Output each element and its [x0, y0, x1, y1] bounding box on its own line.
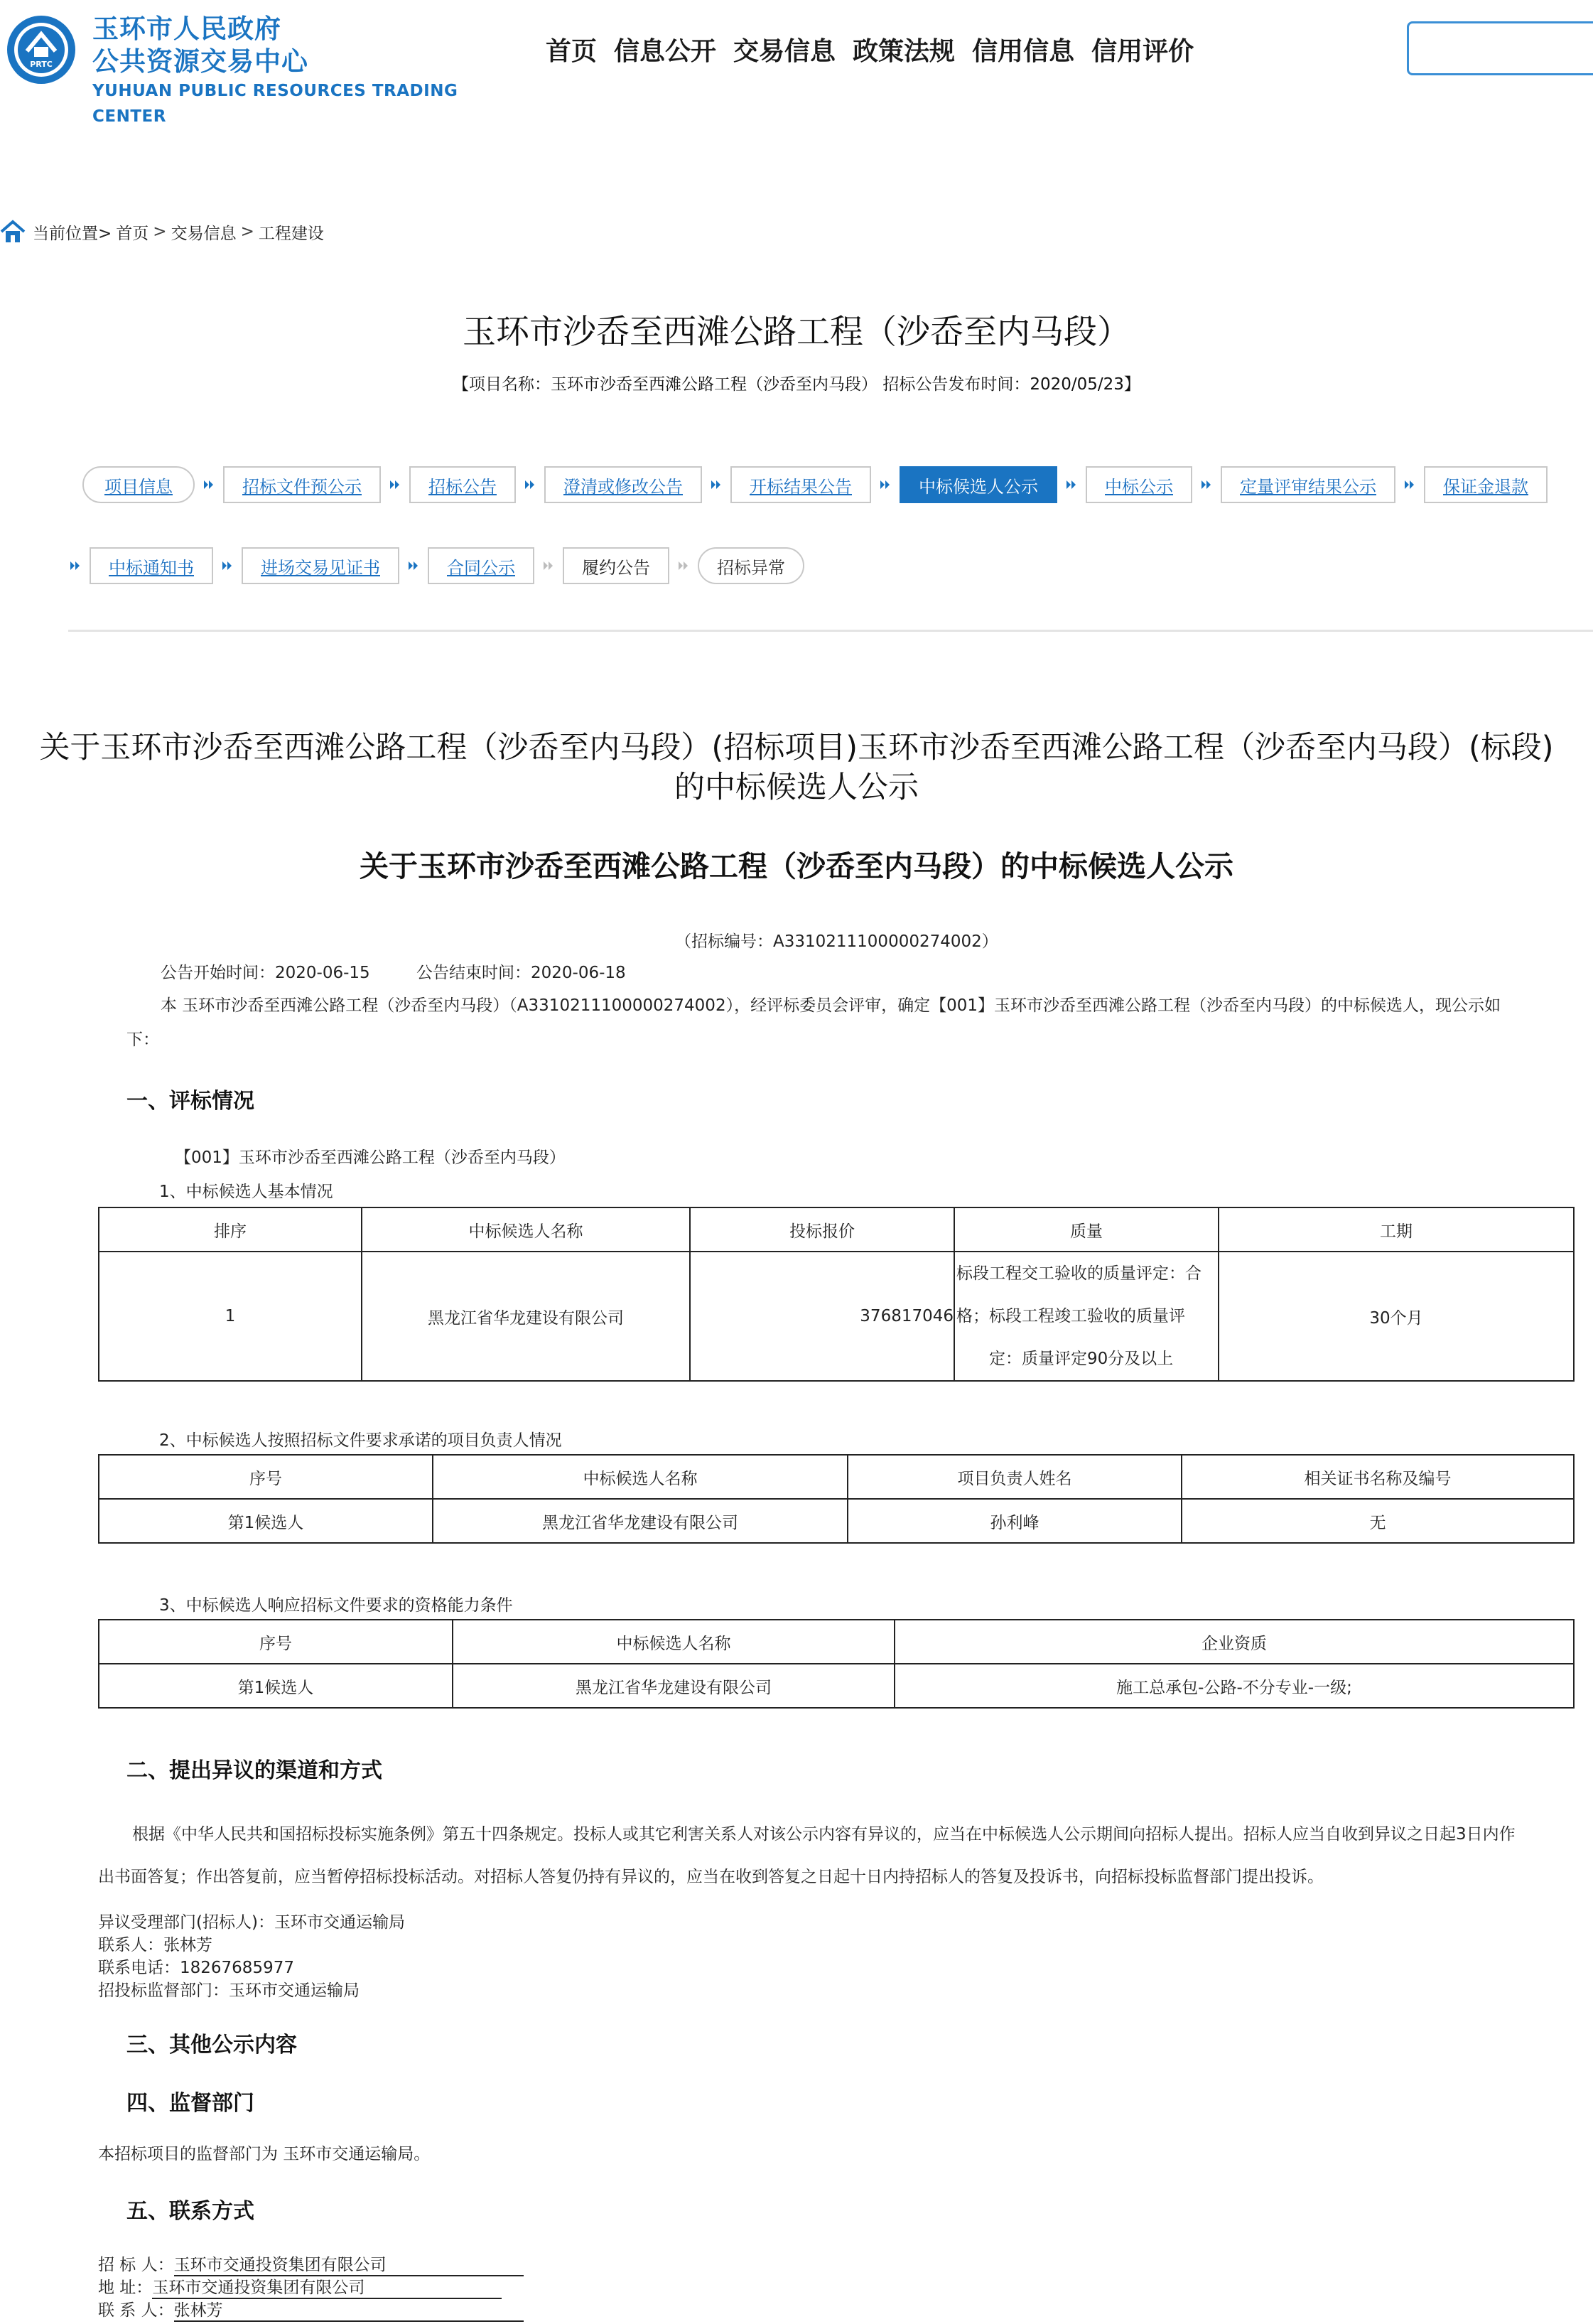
- step-project-info[interactable]: 项目信息: [82, 466, 195, 503]
- table-row: [99, 1664, 1574, 1708]
- table-header-cell: 中标候选人名称: [362, 1207, 690, 1252]
- step-contract-notice[interactable]: 合同公示: [428, 547, 534, 584]
- step-performance-notice[interactable]: 履约公告: [563, 547, 669, 584]
- nav-item-credit-info[interactable]: 信用信息: [972, 37, 1075, 66]
- table-header-cell: 中标候选人名称: [453, 1620, 895, 1664]
- contact-address-label: 地 址：: [98, 2279, 153, 2297]
- table-cell: 第1候选人: [99, 1664, 453, 1708]
- step-deposit-refund[interactable]: 保证金退款: [1424, 466, 1548, 503]
- nav-item-trade-info[interactable]: 交易信息: [733, 37, 836, 66]
- page-title: 玉环市沙岙至西滩公路工程（沙岙至内马段）: [463, 313, 1130, 352]
- breadcrumb-engineering[interactable]: 工程建设: [258, 224, 324, 243]
- table-header-cell: 工期: [1219, 1207, 1574, 1252]
- bid-number: （招标编号：A3310211100000274002）: [675, 932, 998, 951]
- doc-title-line2: 的中标候选人公示: [674, 770, 919, 805]
- objection-dept: 异议受理部门(招标人)：玉环市交通运输局: [98, 1913, 405, 1932]
- lot-label: 【001】玉环市沙岙至西滩公路工程（沙岙至内马段）: [175, 1148, 566, 1167]
- double-arrow-icon: [871, 466, 900, 503]
- double-arrow-icon: [213, 547, 242, 584]
- main-nav: [546, 31, 1194, 68]
- quality-line: 定：质量评定90分及以上: [989, 1350, 1174, 1368]
- section-heading-evaluation: 一、评标情况: [126, 1089, 254, 1114]
- breadcrumb-sep: >: [153, 222, 167, 241]
- candidate-basic-table: [98, 1207, 1575, 1382]
- candidate-rank: 1: [99, 1252, 362, 1381]
- table1-caption: 1、中标候选人基本情况: [159, 1183, 333, 1201]
- breadcrumb-label: 当前位置>: [33, 224, 112, 243]
- notice-start-time: 公告开始时间：2020-06-15: [161, 964, 370, 982]
- logo-title-gov: 玉环市人民政府: [92, 14, 281, 44]
- objection-contact-phone: 联系电话：18267685977: [98, 1959, 294, 1977]
- nav-item-info-public[interactable]: 信息公开: [614, 37, 717, 66]
- double-arrow-icon: [381, 466, 409, 503]
- breadcrumb-sep: >: [240, 222, 254, 241]
- site-header: [0, 0, 1593, 126]
- table-header-cell: 项目负责人姓名: [848, 1455, 1182, 1499]
- objection-text-line1: 根据《中华人民共和国招标投标实施条例》第五十四条规定。投标人或其它利害关系人对该公示内容有异议的，应当在中标候选人公示期间向招标人提出。招标人应当自收到异议之日起3日内作: [132, 1825, 1516, 1844]
- qualification-table: [98, 1619, 1575, 1709]
- site-logo[interactable]: [0, 7, 512, 126]
- contact-tenderer-label: 招 标 人：: [98, 2256, 174, 2274]
- logo-title-english: YUHUAN PUBLIC RESOURCES TRADING CENTER: [92, 82, 458, 126]
- step-tender-doc-preview[interactable]: 招标文件预公示: [223, 466, 381, 503]
- double-arrow-icon: [1395, 466, 1424, 503]
- nav-item-home[interactable]: 首页: [546, 37, 598, 66]
- double-arrow-icon: [195, 466, 223, 503]
- table-cell: 无: [1182, 1499, 1574, 1543]
- quality-line: 格；标段工程竣工验收的质量评: [956, 1307, 1185, 1325]
- step-tender-exception[interactable]: 招标异常: [698, 547, 804, 584]
- intro-text-line1: 本 玉环市沙岙至西滩公路工程（沙岙至内马段）（A3310211100000274002），经评标委员会评审，确定【001】玉环市沙岙至西滩公路工程（沙岙至内马段）的中标候选人，现公示如: [161, 996, 1501, 1015]
- section-heading-supervision: 四、监督部门: [126, 2091, 254, 2116]
- breadcrumb: [0, 217, 328, 246]
- supervision-text: 本招标项目的监督部门为 玉环市交通运输局。: [98, 2145, 431, 2163]
- notice-end-time: 公告结束时间：2020-06-18: [416, 964, 626, 982]
- section-heading-objection: 二、提出异议的渠道和方式: [126, 1758, 382, 1783]
- section-heading-contact: 五、联系方式: [126, 2199, 254, 2224]
- candidate-name: 黑龙江省华龙建设有限公司: [362, 1252, 690, 1381]
- step-winning-notice[interactable]: 中标公示: [1086, 466, 1192, 503]
- section-divider: [68, 630, 1593, 632]
- double-arrow-icon: [534, 547, 563, 584]
- nav-item-policy[interactable]: 政策法规: [853, 37, 956, 66]
- table-header-cell: 企业资质: [895, 1620, 1574, 1664]
- table-header-row: [99, 1455, 1574, 1499]
- step-witness-cert[interactable]: 进场交易见证书: [242, 547, 399, 584]
- table-header-cell: 相关证书名称及编号: [1182, 1455, 1574, 1499]
- table-header-cell: 排序: [99, 1207, 362, 1252]
- intro-text-line2: 下：: [126, 1031, 159, 1049]
- doc-title-line1: 关于玉环市沙岙至西滩公路工程（沙岙至内马段）(招标项目)玉环市沙岙至西滩公路工程（沙岙至内马段）(标段): [39, 730, 1554, 765]
- contact-person-value: 张林芳: [174, 2297, 524, 2322]
- section-heading-other: 三、其他公示内容: [126, 2033, 297, 2057]
- table-cell: 施工总承包-公路-不分专业-一级;: [895, 1664, 1574, 1708]
- table-header-cell: 质量: [954, 1207, 1219, 1252]
- home-icon: [0, 220, 26, 244]
- nav-item-credit-eval[interactable]: 信用评价: [1091, 37, 1194, 66]
- process-steps-row2: [61, 547, 804, 584]
- project-manager-table: [98, 1454, 1575, 1544]
- double-arrow-icon: [702, 466, 730, 503]
- table-header-cell: 投标报价: [690, 1207, 954, 1252]
- contact-person: [98, 2297, 524, 2322]
- double-arrow-icon: [1192, 466, 1221, 503]
- search-input[interactable]: [1407, 21, 1593, 75]
- step-award-notice[interactable]: 中标通知书: [90, 547, 213, 584]
- doc-title: [0, 728, 1593, 807]
- objection-text-line2: 出书面答复；作出答复前，应当暂停招标投标活动。对招标人答复仍持有异议的，应当在收到答复之日起十日内持招标人的答复及投诉书，向招标投标监督部门提出投诉。: [98, 1868, 1324, 1886]
- quality-cell: [954, 1252, 1219, 1381]
- double-arrow-icon: [516, 466, 544, 503]
- breadcrumb-home[interactable]: 首页: [116, 224, 149, 243]
- table-cell: 黑龙江省华龙建设有限公司: [453, 1664, 895, 1708]
- double-arrow-icon: [399, 547, 428, 584]
- table-header-row: [99, 1620, 1574, 1664]
- bid-price: 376817046: [690, 1252, 954, 1381]
- doc-subtitle: 关于玉环市沙岙至西滩公路工程（沙岙至内马段）的中标候选人公示: [360, 849, 1233, 883]
- step-candidate-notice[interactable]: 中标候选人公示: [900, 466, 1057, 503]
- double-arrow-icon: [61, 547, 90, 584]
- table-header-row: [99, 1207, 1574, 1252]
- step-clarification[interactable]: 澄清或修改公告: [544, 466, 702, 503]
- table3-caption: 3、中标候选人响应招标文件要求的资格能力条件: [159, 1596, 513, 1615]
- supervisor-dept: 招投标监督部门：玉环市交通运输局: [98, 1981, 360, 2000]
- process-steps-row1: [82, 466, 1548, 503]
- contact-tenderer-value: 玉环市交通投资集团有限公司: [174, 2252, 524, 2276]
- logo-title-center: 公共资源交易中心: [92, 46, 308, 77]
- step-opening-result[interactable]: 开标结果公告: [730, 466, 871, 503]
- contact-address-value: 玉环市交通投资集团有限公司: [152, 2274, 502, 2299]
- table-row: [99, 1499, 1574, 1543]
- breadcrumb-trade-info[interactable]: 交易信息: [171, 224, 237, 243]
- table-header-cell: 中标候选人名称: [433, 1455, 848, 1499]
- table-cell: 孙利峰: [848, 1499, 1182, 1543]
- contact-address: [98, 2274, 502, 2299]
- objection-contact-person: 联系人：张林芳: [98, 1936, 212, 1954]
- contact-person-label: 联 系 人：: [98, 2301, 174, 2320]
- table-header-cell: 序号: [99, 1620, 453, 1664]
- prtc-seal-icon: [6, 14, 77, 85]
- project-info: 【项目名称：玉环市沙岙至西滩公路工程（沙岙至内马段） 招标公告发布时间：2020/05/23】: [453, 375, 1140, 394]
- quality-line: 标段工程交工验收的质量评定：合: [956, 1264, 1202, 1283]
- table-cell: 黑龙江省华龙建设有限公司: [433, 1499, 848, 1543]
- table-header-cell: 序号: [99, 1455, 433, 1499]
- double-arrow-icon: [1057, 466, 1086, 503]
- construction-period: 30个月: [1219, 1252, 1574, 1381]
- table2-caption: 2、中标候选人按照招标文件要求承诺的项目负责人情况: [159, 1431, 562, 1450]
- seal-text: PRTC: [30, 60, 53, 69]
- double-arrow-icon: [669, 547, 698, 584]
- table-cell: 第1候选人: [99, 1499, 433, 1543]
- step-tender-notice[interactable]: 招标公告: [409, 466, 516, 503]
- contact-tenderer: [98, 2252, 524, 2276]
- step-quant-review[interactable]: 定量评审结果公示: [1221, 466, 1395, 503]
- table-row: [99, 1252, 1574, 1381]
